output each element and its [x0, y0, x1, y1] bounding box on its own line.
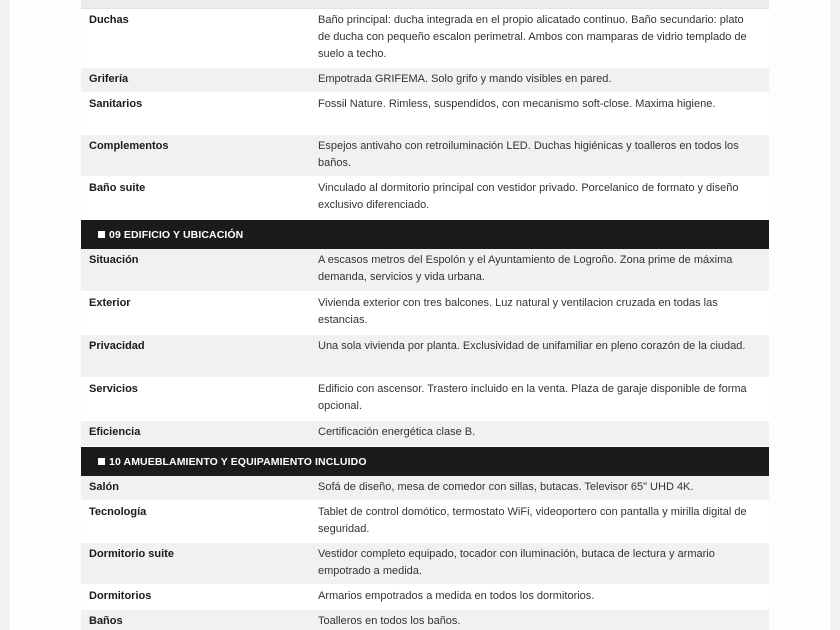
- row-value: Toalleros en todos los baños.: [318, 615, 461, 627]
- row-label: Dormitorios: [89, 590, 152, 602]
- row-value: Certificación energética clase B.: [318, 426, 476, 438]
- section-header-10: [81, 447, 769, 476]
- table-row: [81, 249, 769, 292]
- table-row: [81, 292, 769, 335]
- square-bullet-icon: [98, 231, 105, 238]
- table-row: [81, 501, 769, 543]
- table-row: [81, 135, 769, 177]
- row-value: Sofá de diseño, mesa de comedor con sillas, butacas. Televisor 65" UHD 4K.: [318, 481, 694, 493]
- row-value: Vivienda exterior con tres balcones. Luz natural y ventilacion cruzada en todas las estancias.: [318, 297, 718, 326]
- row-value: A escasos metros del Espolón y el Ayuntamiento de Logroño. Zona prime de máxima demanda, servicios y vida urbana.: [318, 254, 733, 283]
- row-label: Eficiencia: [89, 426, 141, 438]
- table-row: [81, 177, 769, 220]
- section-header-09: [81, 220, 769, 249]
- document-page: [10, 0, 830, 630]
- table-row: [81, 335, 769, 378]
- row-label: Situación: [89, 254, 139, 266]
- row-label: Servicios: [89, 383, 138, 395]
- row-value: Tablet de control domótico, termostato WiFi, videoportero con pantalla y mirilla digital de seguridad.: [318, 506, 747, 535]
- row-label: Salón: [89, 481, 119, 493]
- table-row: [81, 585, 769, 610]
- row-value: Empotrada GRIFEMA. Solo grifo y mando visibles en pared.: [318, 73, 612, 85]
- row-label: Duchas: [89, 14, 129, 26]
- table-row: [81, 610, 769, 630]
- row-label: Grifería: [89, 73, 129, 85]
- row-value: Espejos antivaho con retroiluminación LED. Duchas higiénicas y toalleros en todos los baños.: [318, 140, 739, 169]
- table-row: [81, 543, 769, 585]
- row-label: Dormitorio suite: [89, 548, 174, 560]
- table-row: [81, 421, 769, 447]
- row-value: Edificio con ascensor. Trastero incluido en la venta. Plaza de garaje disponible de forma opcional.: [318, 383, 747, 412]
- row-label: Baños: [89, 615, 123, 627]
- row-label: Baño suite: [89, 182, 146, 194]
- table-row: [81, 93, 769, 135]
- row-label: Tecnología: [89, 506, 147, 518]
- row-value: Una sola vivienda por planta. Exclusividad de unifamiliar en pleno corazón de la ciudad.: [318, 340, 746, 352]
- specs-table: [81, 0, 769, 630]
- table-row: [81, 476, 769, 501]
- table-row: [81, 9, 769, 68]
- row-label: Complementos: [89, 140, 169, 152]
- row-value: Armarios empotrados a medida en todos los dormitorios.: [318, 590, 595, 602]
- section-title: 09 EDIFICIO Y UBICACIÓN: [109, 228, 244, 241]
- table-row: [81, 68, 769, 93]
- row-value: Vestidor completo equipado, tocador con iluminación, butaca de lectura y armario empotrado a medida.: [318, 548, 715, 577]
- row-label: Sanitarios: [89, 98, 143, 110]
- table-top-edge: [81, 0, 769, 9]
- row-value: Vinculado al dormitorio principal con vestidor privado. Porcelanico de formato y diseño exclusivo diferenciado.: [318, 182, 739, 211]
- row-label: Exterior: [89, 297, 131, 309]
- row-value: Fossil Nature. Rimless, suspendidos, con mecanismo soft-close. Maxima higiene.: [318, 98, 716, 110]
- table-row: [81, 378, 769, 421]
- section-title: 10 AMUEBLAMIENTO Y EQUIPAMIENTO INCLUIDO: [109, 455, 367, 468]
- row-value: Baño principal: ducha integrada en el propio alicatado continuo. Baño secundario: plato de ducha con pequeño escalon perimetral. Ambos con mamparas de vidrio templado de suelo a techo.: [318, 14, 747, 60]
- row-label: Privacidad: [89, 340, 145, 352]
- square-bullet-icon: [98, 458, 105, 465]
